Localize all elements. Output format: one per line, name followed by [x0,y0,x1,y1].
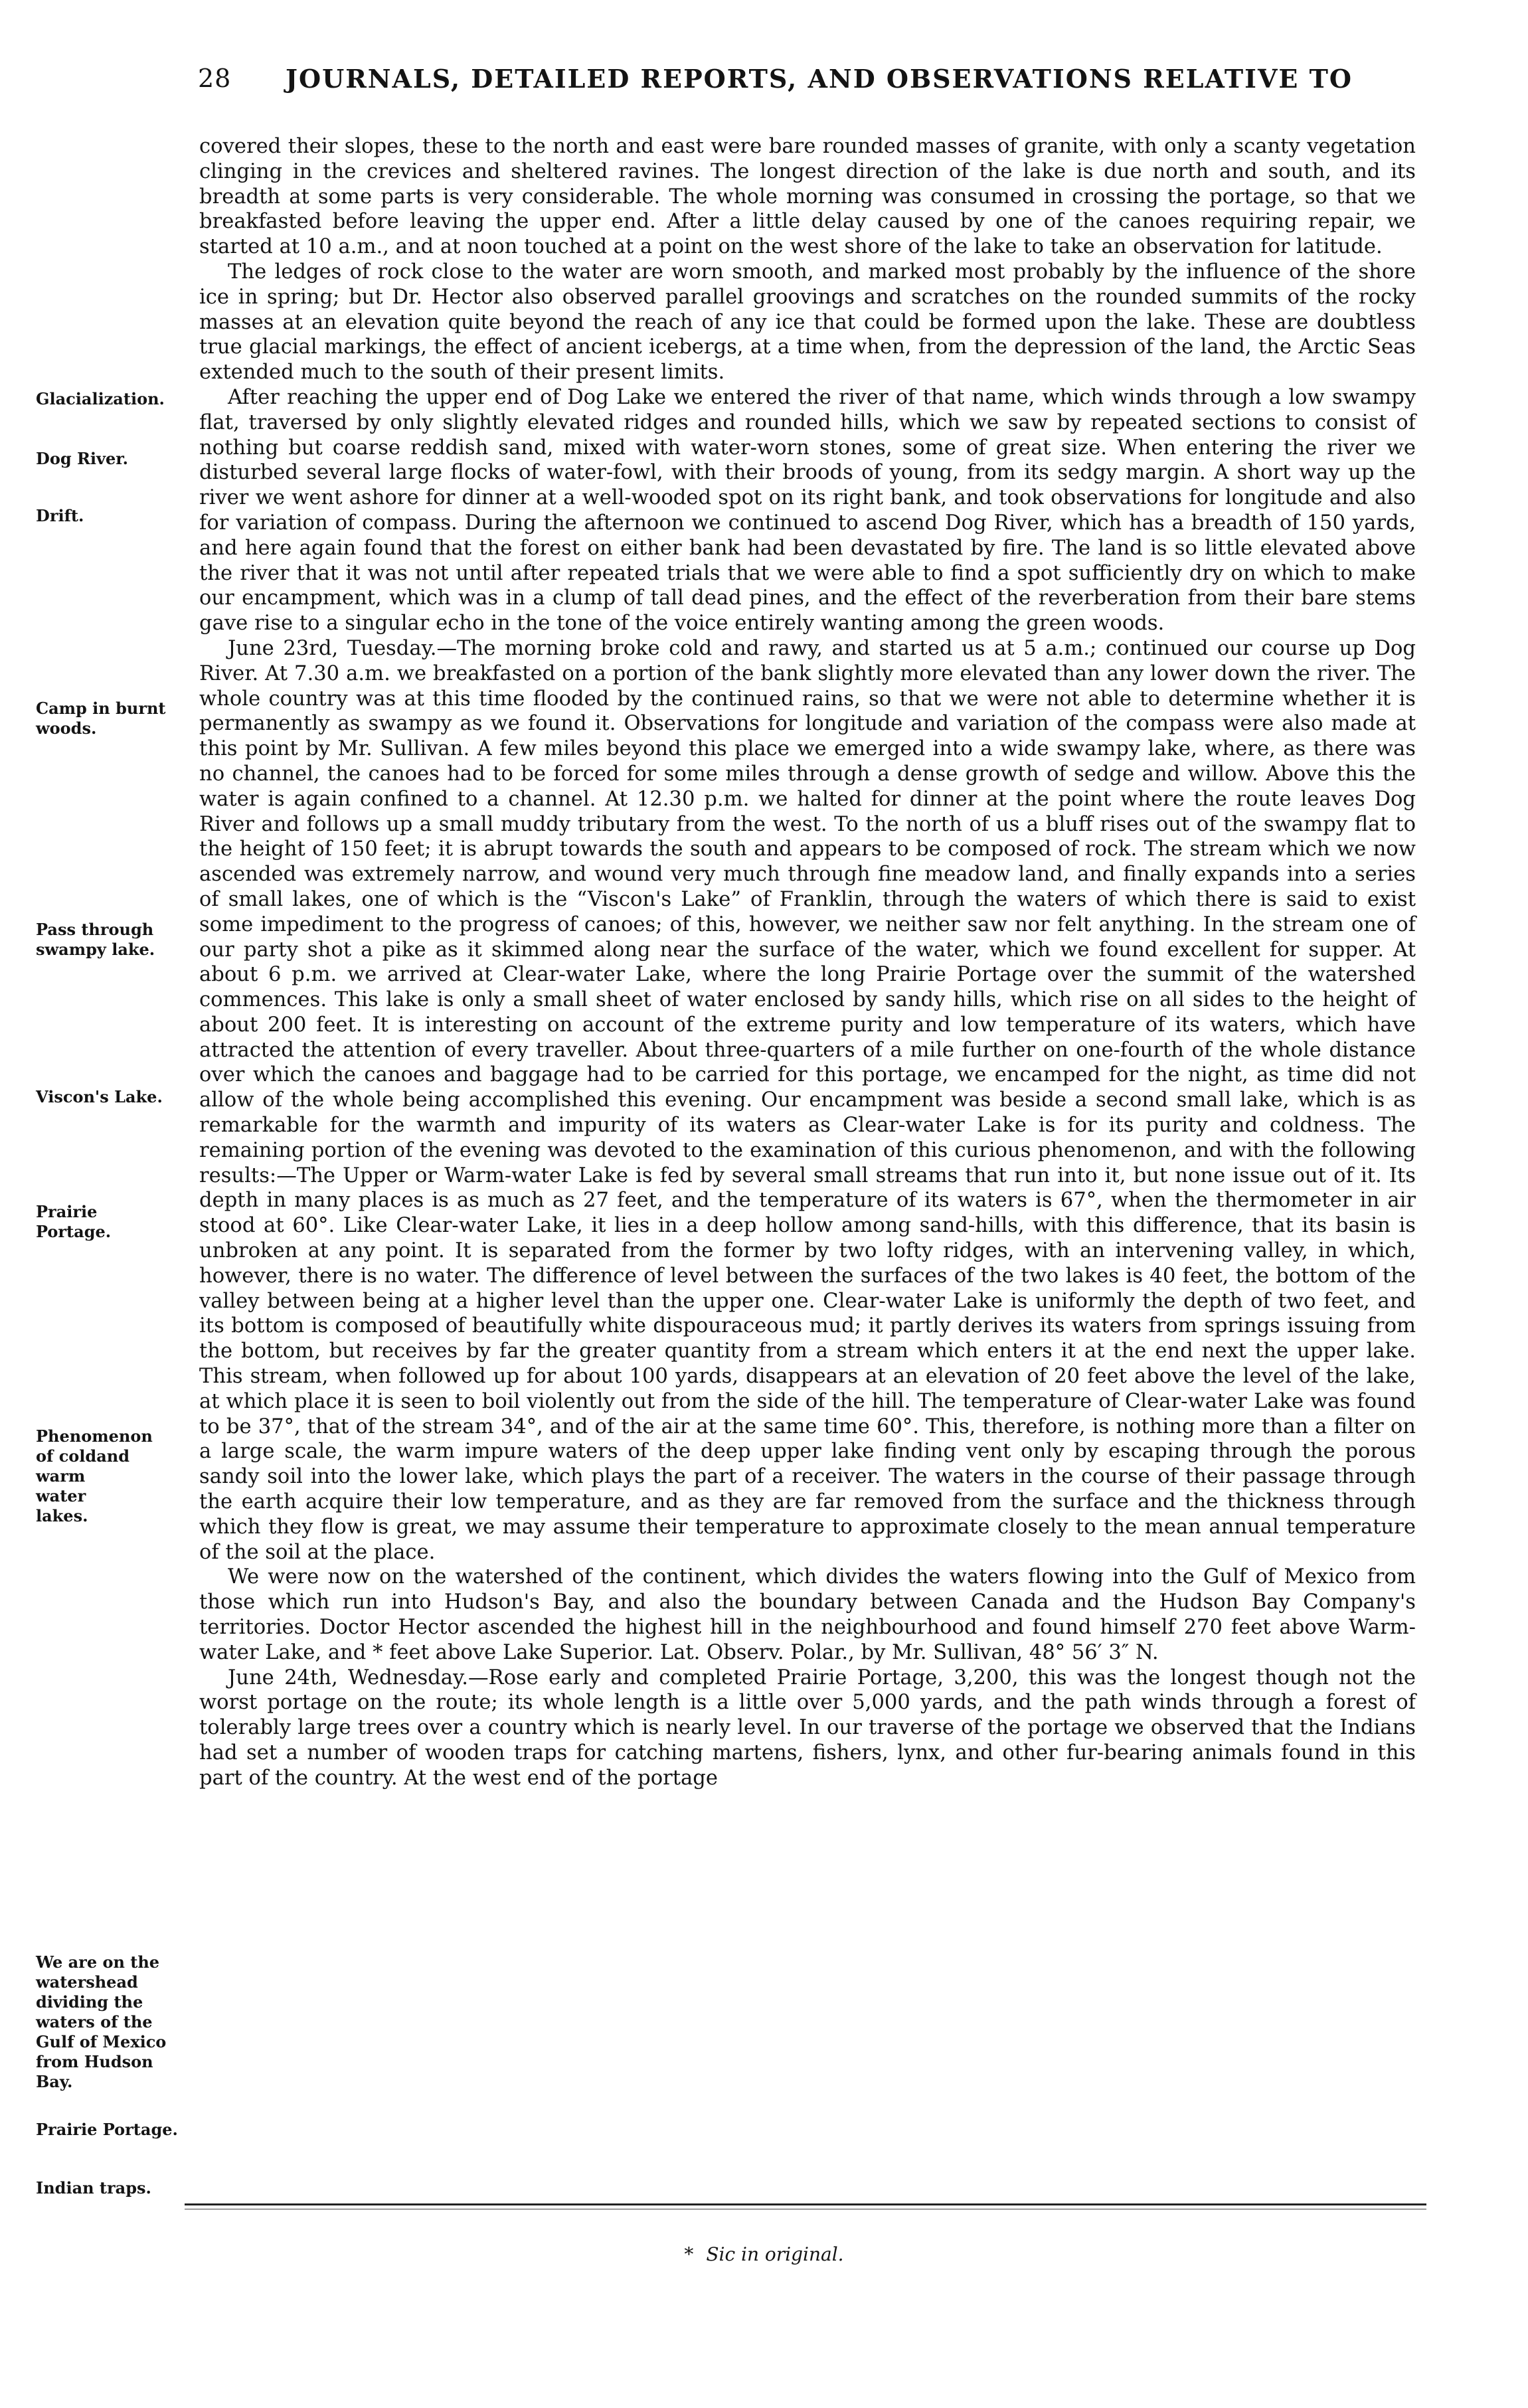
marginal-note: Prairie Portage. [36,1202,112,1241]
marginal-note: Dog River. [36,449,129,468]
paragraph: June 23rd, Tuesday.—The morning broke cold and rawy, and started us at 5 a.m.; continued our course up Dog River. At 7.30 a.m. we breakfasted on a portion of the bank slightly more elevated than any lower down the river. The whole country was at this time flooded by the continued rains, so that we were not able to determine whether it is permanently as swampy as we found it. Observations for longitude and variation of the compass were also made at this point by Mr. Sullivan. A few miles beyond this place we emerged into a wide swampy lake, where, as there was no channel, the canoes had to be forced for some miles through a dense growth of sedge and willow. Above this the water is again confined to a channel. At 12.30 p.m. we halted for dinner at the point where the route leaves Dog River and follows up a small muddy tributary from the west. To the north of us a bluff rises out of the swampy flat to the height of 150 feet; it is abrupt towards the south and appears to be composed of rock. The stream which we now ascended was extremely narrow, and wound very much through fine meadow land, and finally expands into a series of small lakes, one of which is the “Viscon's Lake” of Franklin, through the waters of which there is said to exist some impediment to the progress of canoes; of this, however, we neither saw nor felt anything. In the stream one of our party shot a pike as it skimmed along near the surface of the water, which we found excellent for supper. At about 6 p.m. we arrived at Clear-water Lake, where the long Prairie Portage over the summit of the watershed commences. This lake is only a small sheet of water enclosed by sandy hills, which rise on all sides to the height of about 200 feet. It is interesting on account of the extreme purity and low temperature of its waters, which have attracted the attention of every traveller. About three-quarters of a mile further on one-fourth of the whole distance over which the canoes and baggage had to be carried for this portage, we encamped for the night, as time did not allow of the whole being accomplished this evening. Our encampment was beside a second small lake, which is as remarkable for the warmth and impurity of its waters as Clear-water Lake is for its purity and coldness. The remaining portion of the evening was devoted to the examination of this curious phenomenon, and with the following results:—The Upper or Warm-water Lake is fed by several small streams that run into it, but none issue out of it. Its depth in many places is as much as 27 feet, and the temperature of its waters is 67°, when the thermometer in air stood at 60°. Like Clear-water Lake, it lies in a deep hollow among sand-hills, with this difference, that its basin is unbroken at any point. It is separated from the former by two lofty ridges, with an intervening valley, in which, however, there is no water. The difference of level between the surfaces of the two lakes is 40 feet, the bottom of the valley between being at a higher level than the upper one. Clear-water Lake is uniformly the depth of two feet, and its bottom is composed of beautifully white dispouraceous mud; it partly derives its waters from springs issuing from the bottom, but receives by far the greater quantity from a stream which enters it at the end next the upper lake. This stream, when followed up for about 100 yards, disappears at an elevation of 20 feet above the level of the lake, at which place it is seen to boil violently out from the side of the hill. The temperature of Clear-water Lake was found to be 37°, that of the stream 34°, and of the air at the same time 60°. This, therefore, is nothing more than a filter on a large scale, the warm impure waters of the deep upper lake finding vent only by escaping through the porous sandy soil into the lower lake, which plays the part of a receiver. The waters in the course of their passage through the earth acquire their low temperature, and as they are far removed from the surface and the thickness through which they flow is great, we may assume their temperature to approximate closely to the mean annual temperature of the soil at the place. [199,636,1416,1564]
paragraph: The ledges of rock close to the water are worn smooth, and marked most probably by the influence of the shore ice in spring; but Dr. Hector also observed parallel groovings and scratches on the rounded summits of the rocky masses at an elevation quite beyond the reach of any ice that could be formed upon the lake. These are doubtless true glacial markings, the effect of ancient icebergs, at a time when, from the depression of the land, the Arctic Seas extended much to the south of their present limits. [199,260,1416,385]
marginal-note: Camp in burnt woods. [36,699,166,738]
marginal-note: Prairie Portage. [36,2120,178,2139]
page-number: 28 [198,64,232,93]
paragraph: After reaching the upper end of Dog Lake we entered the river of that name, which winds through a low swampy flat, traversed by only slightly elevated ridges and rounded hills, which we saw by repeated sections to consist of nothing but coarse reddish sand, mixed with water-worn stones, some of great size. When entering the river we disturbed several large flocks of water-fowl, with their broods of young, from its sedgy margin. A short way up the river we went ashore for dinner at a well-wooded spot on its right bank, and took observations for longitude and also for variation of compass. During the afternoon we continued to ascend Dog River, which has a breadth of 150 yards, and here again found that the forest on either bank had been devastated by fire. The land is so little elevated above the river that it was not until after repeated trials that we were able to find a spot sufficiently dry on which to make our encampment, which was in a clump of tall dead pines, and the effect of the reverberation from their bare stems gave rise to a singular echo in the tone of the voice entirely wanting among the green woods. [199,385,1416,636]
marginal-note: Indian traps. [36,2178,151,2197]
footnote-text: Sic in original. [706,2243,844,2265]
body-text [199,134,1416,1791]
marginal-note: Pass through swampy lake. [36,920,155,959]
marginal-note: Phenomenon of coldand warm water lakes. [36,1426,153,1525]
paragraph: June 24th, Wednesday.—Rose early and completed Prairie Portage, 3,200, this was the longest though not the worst portage on the route; its whole length is a little over 5,000 yards, and the path winds through a forest of tolerably large trees over a country which is nearly level. In our traverse of the portage we observed that the Indians had set a number of wooden traps for catching martens, fishers, lynx, and other fur-bearing animals found in this part of the country. At the west end of the portage [199,1666,1416,1790]
marginal-note: Glacialization. [36,389,165,408]
paragraph: covered their slopes, these to the north and east were bare rounded masses of granite, with only a scanty vegetation clinging in the crevices and sheltered ravines. The longest direction of the lake is due north and south, and its breadth at some parts is very considerable. The whole morning was consumed in crossing the portage, so that we breakfasted before leaving the upper end. After a little delay caused by one of the canoes requiring repair, we started at 10 a.m., and at noon touched at a point on the west shore of the lake to take an observation for latitude. [199,135,1416,259]
footnote-marker: * [684,2243,694,2265]
footnote-rule [185,2203,1426,2205]
marginal-note: Viscon's Lake. [36,1087,163,1106]
paragraph: We were now on the watershed of the continent, which divides the waters flowing into the Gulf of Mexico from those which run into Hudson's Bay, and also the boundary between Canada and the Hudson Bay Company's territories. Doctor Hector ascended the highest hill in the neighbourhood and found himself 270 feet above Warm-water Lake, and * feet above Lake Superior. Lat. Observ. Polar., by Mr. Sullivan, 48° 56′ 3″ N. [199,1565,1416,1664]
footnote [0,2243,1528,2265]
running-title: JOURNALS, DETAILED REPORTS, AND OBSERVATIONS RELATIVE TO [286,64,1353,94]
marginal-note: We are on the watershead dividing the waters of the Gulf of Mexico from Hudson Bay. [36,1952,167,2091]
marginal-note: Drift. [36,506,84,525]
